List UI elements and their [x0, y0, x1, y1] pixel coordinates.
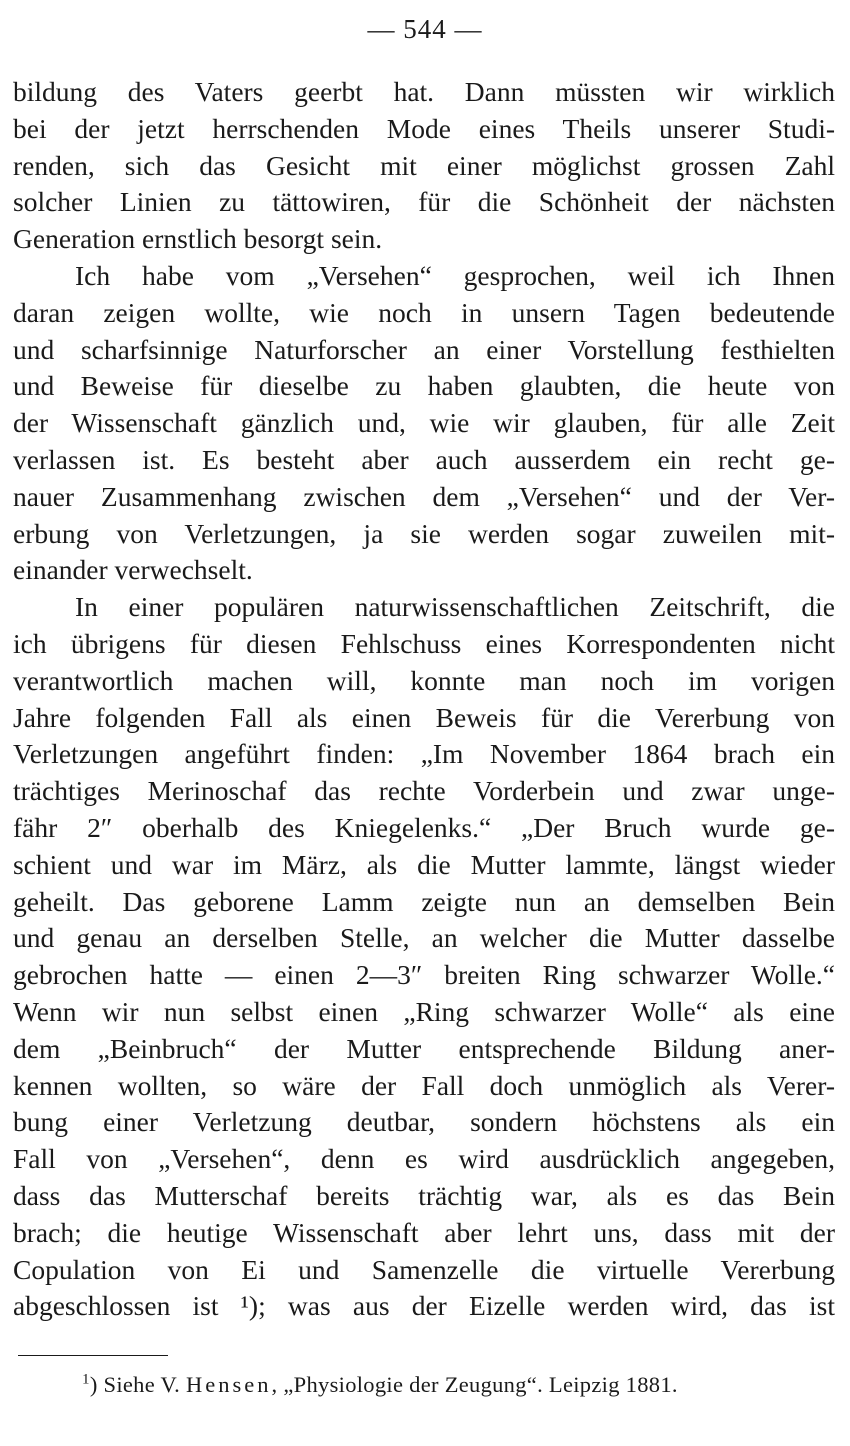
text-line: Fall von „Versehen“, denn es wird ausdrücklich angegeben, — [13, 1143, 835, 1175]
footnote-author: Hensen — [186, 1372, 272, 1397]
text-line: solcher Linien zu tättowiren, für die Schönheit der nächsten — [13, 186, 835, 218]
text-line: geheilt. Das geborene Lamm zeigte nun an demselben Bein — [13, 885, 835, 917]
text-line: verantwortlich machen will, konnte man noch im vorigen — [13, 664, 835, 696]
text-line: und Beweise für dieselbe zu haben glaubten, die heute von — [13, 370, 835, 402]
footnote-marker: 1 — [82, 1371, 90, 1388]
text-line: bildung des Vaters geerbt hat. Dann müssten wir wirklich — [13, 76, 835, 107]
text-line: Jahre folgenden Fall als einen Beweis für die Vererbung von — [13, 701, 835, 733]
text-line: dass das Mutterschaf bereits trächtig war, als es das Bein — [13, 1179, 835, 1211]
text-line: daran zeigen wollte, wie noch in unsern Tagen bedeutende — [13, 296, 835, 328]
text-line: Wenn wir nun selbst einen „Ring schwarzer Wolle“ als eine — [13, 995, 835, 1027]
text-line: nauer Zusammenhang zwischen dem „Versehen“ und der Ver- — [13, 480, 835, 512]
text-line: Verletzungen angeführt finden: „Im November 1864 brach ein — [13, 738, 835, 770]
text-line: der Wissenschaft gänzlich und, wie wir glauben, für alle Zeit — [13, 407, 835, 439]
text-line: Ich habe vom „Versehen“ gesprochen, weil ich Ihnen — [75, 259, 835, 291]
footnote-text-before: ) Siehe V. — [89, 1372, 187, 1397]
text-line: kennen wollten, so wäre der Fall doch unmöglich als Verer- — [13, 1069, 835, 1101]
text-line: dem „Beinbruch“ der Mutter entsprechende Bildung aner- — [13, 1032, 835, 1064]
text-line: ich übrigens für diesen Fehlschuss eines Korrespondenten nicht — [13, 627, 835, 659]
footnote-text-after: , „Physiologie der Zeugung“. Leipzig 1881. — [271, 1372, 678, 1397]
body-text — [13, 74, 835, 1325]
text-line: schient und war im März, als die Mutter lammte, längst wieder — [13, 848, 835, 880]
text-line: abgeschlossen ist ¹); was aus der Eizelle werden wird, das ist — [13, 1290, 835, 1322]
text-line: Copulation von Ei und Samenzelle die virtuelle Vererbung — [13, 1253, 835, 1285]
text-line: trächtiges Merinoschaf das rechte Vorderbein und zwar unge- — [13, 775, 835, 807]
text-line: verlassen ist. Es besteht aber auch ausserdem ein recht ge- — [13, 443, 835, 475]
footnote-separator — [18, 1355, 168, 1356]
text-line: und scharfsinnige Naturforscher an einer Vorstellung festhielten — [13, 333, 835, 365]
text-line: fähr 2″ oberhalb des Kniegelenks.“ „Der Bruch wurde ge- — [13, 811, 835, 843]
text-line: erbung von Verletzungen, ja sie werden sogar zuweilen mit- — [13, 517, 835, 549]
text-line: bung einer Verletzung deutbar, sondern höchstens als ein — [13, 1106, 835, 1138]
text-line: In einer populären naturwissenschaftlichen Zeitschrift, die — [75, 591, 835, 623]
page-number: — 544 — — [367, 14, 483, 44]
text-line: renden, sich das Gesicht mit einer möglichst grossen Zahl — [13, 149, 835, 181]
text-line: brach; die heutige Wissenschaft aber lehrt uns, dass mit der — [13, 1216, 835, 1248]
text-line: einander verwechselt. — [13, 554, 253, 586]
footnote — [82, 1372, 678, 1398]
text-line: und genau an derselben Stelle, an welcher die Mutter dasselbe — [13, 922, 835, 954]
text-line: Generation ernstlich besorgt sein. — [13, 223, 383, 255]
text-line: gebrochen hatte — einen 2—3″ breiten Ring schwarzer Wolle.“ — [13, 959, 835, 991]
text-line: bei der jetzt herrschenden Mode eines Theils unserer Studi- — [13, 112, 835, 144]
